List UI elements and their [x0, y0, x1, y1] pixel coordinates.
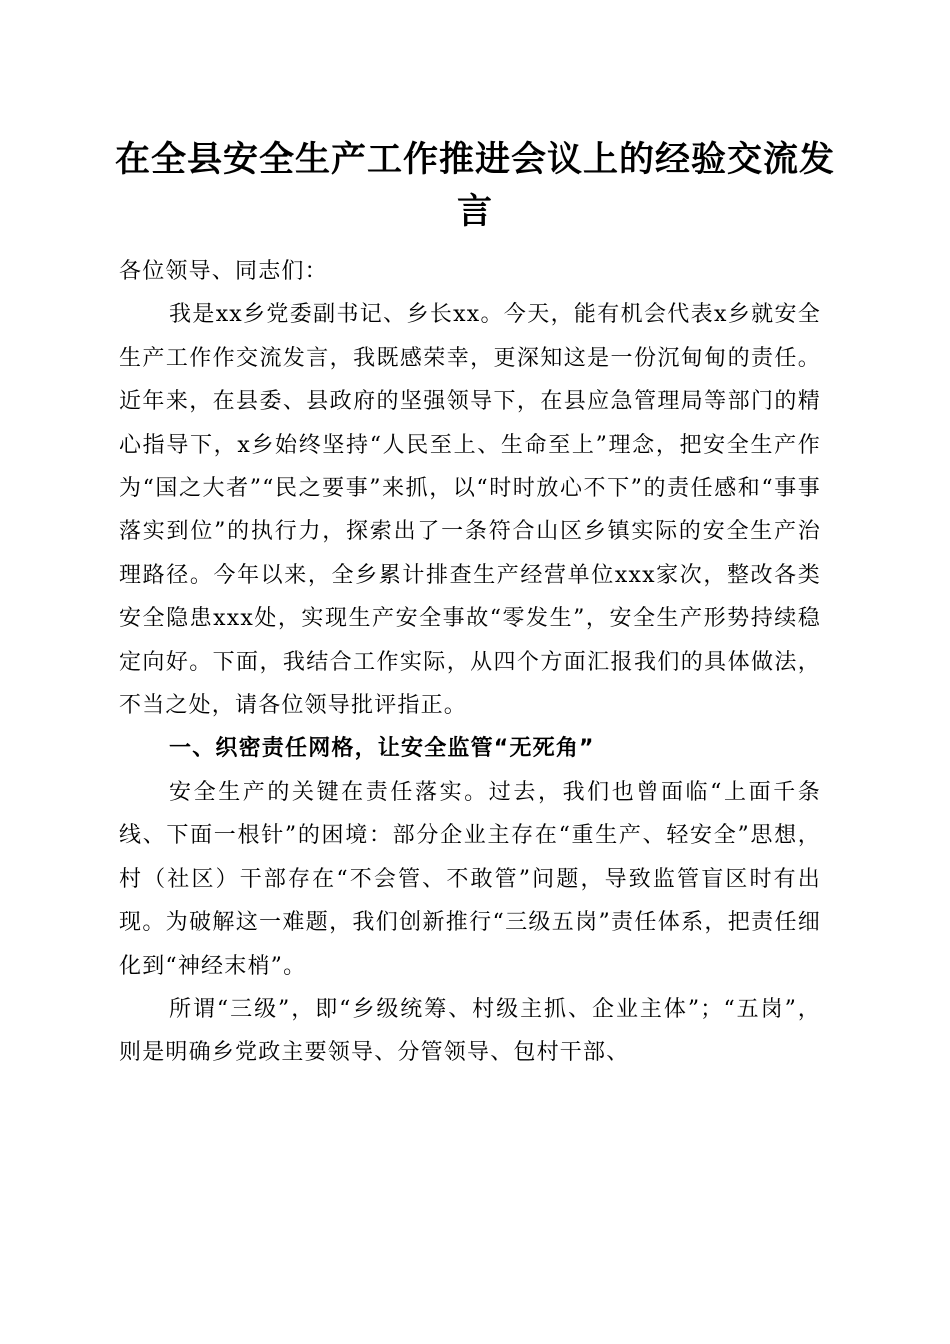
intro-paragraph: 我是xx乡党委副书记、乡长xx。今天，能有机会代表x乡就安全生产工作作交流发言，我既感荣幸，更深知这是一份沉甸甸的责任。近年来，在县委、县政府的坚强领导下，在县应急管理局等部门的精心指导下，x乡始终坚持“人民至上、生命至上”理念，把安全生产作为“国之大者”“民之要事”来抓，以“时时放心不下”的责任感和“事事落实到位”的执行力，探索出了一条符合山区乡镇实际的安全生产治理路径。今年以来，全乡累计排查生产经营单位xxx家次，整改各类安全隐患xxx处，实现生产安全事故“零发生”，安全生产形势持续稳定向好。下面，我结合工作实际，从四个方面汇报我们的具体做法，不当之处，请各位领导批评指正。 [119, 302, 821, 719]
section-heading: 一、织密责任网格，让安全监管“无死角” [169, 736, 595, 762]
document-body [119, 250, 821, 1075]
section-paragraph: 安全生产的关键在责任落实。过去，我们也曾面临“上面千条线、下面一根针”的困境：部分企业主存在“重生产、轻安全”思想，村（社区）干部存在“不会管、不敢管”问题，导致监管盲区时有出现。为破解这一难题，我们创新推行“三级五岗”责任体系，把责任细化到“神经末梢”。 [119, 779, 821, 979]
document-title: 在全县安全生产工作推进会议上的经验交流发言 [114, 139, 835, 232]
section-paragraph: 所谓“三级”，即“乡级统筹、村级主抓、企业主体”；“五岗”，则是明确乡党政主要领导、分管领导、包村干部、 [119, 996, 821, 1066]
salutation: 各位领导、同志们： [119, 259, 328, 284]
